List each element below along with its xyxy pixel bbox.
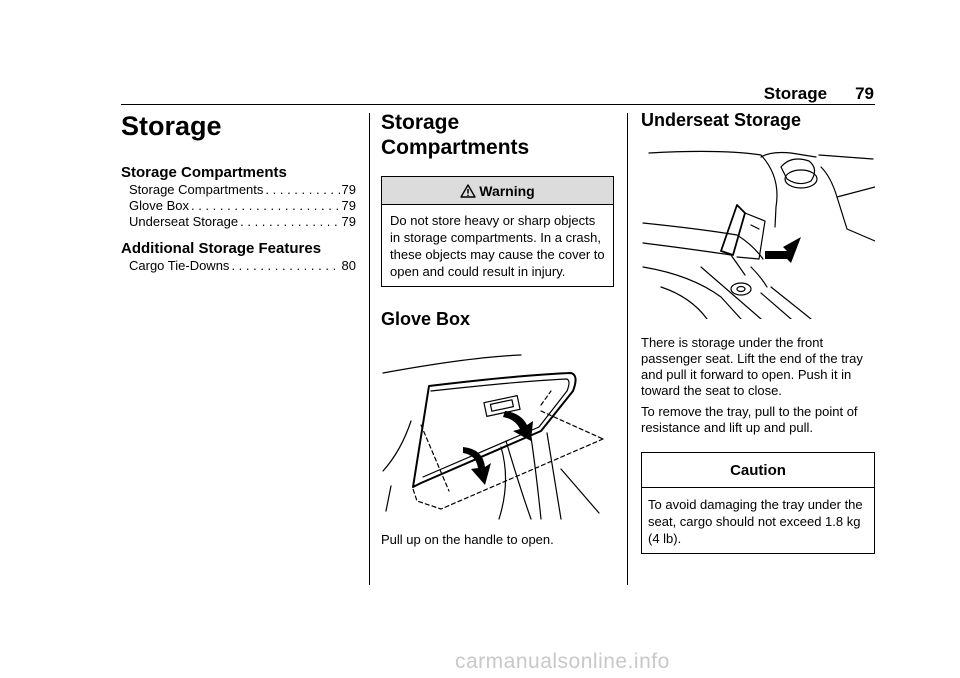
underseat-illustration (641, 147, 875, 319)
toc-entry[interactable] (121, 214, 356, 230)
header-divider (121, 104, 875, 105)
caution-title: Caution (642, 453, 874, 488)
page-header (764, 84, 874, 104)
toc-group-heading: Storage Compartments (121, 164, 287, 181)
glove-box-heading: Glove Box (381, 309, 471, 329)
toc-entry-page: 79 (341, 198, 356, 213)
column-divider-right (627, 113, 628, 585)
right-column (641, 110, 875, 554)
header-page-number: 79 (855, 84, 874, 103)
toc-group-heading: Additional Storage Features (121, 240, 322, 257)
warning-text: Do not store heavy or sharp objects in storage compartments. In a crash, these objects may cause the cover to open and could result in injury. (390, 213, 605, 279)
middle-column (381, 110, 614, 548)
glove-box-caption: Pull up on the handle to open. (381, 532, 554, 547)
caution-text: To avoid damaging the tray under the seat, cargo should not exceed 1.8 kg (4 lb). (648, 497, 863, 546)
watermark: carmanualsonline.info (455, 650, 670, 673)
toc-leader-dots (265, 182, 339, 198)
header-section-title: Storage (763, 84, 828, 103)
toc-entry-page: 79 (341, 214, 356, 229)
toc-entry-label: Cargo Tie-Downs (129, 258, 230, 273)
column-divider-left (369, 113, 370, 585)
toc-column (121, 108, 356, 274)
section-heading-line2: Compartments (381, 136, 530, 159)
warning-header (382, 177, 613, 205)
toc-entry-label: Glove Box (129, 198, 189, 213)
glove-box-illustration (381, 351, 614, 521)
toc-leader-dots (191, 198, 340, 214)
toc-entry-page: 79 (341, 182, 356, 197)
warning-triangle-icon (460, 184, 476, 198)
toc-entry-page: 80 (341, 258, 356, 273)
underseat-paragraph-2: To remove the tray, pull to the point of resistance and lift up and pull. (641, 404, 858, 435)
section-heading (381, 110, 614, 160)
warning-box (381, 176, 614, 287)
toc-leader-dots (240, 214, 339, 230)
toc-entry[interactable] (121, 182, 356, 198)
warning-title: Warning (479, 183, 535, 199)
underseat-paragraph-1: There is storage under the front passenger seat. Lift the end of the tray and pull it forward to open. Push it in toward the seat to close. (641, 335, 863, 398)
toc-entry-label: Underseat Storage (129, 214, 239, 229)
toc-entry-label: Storage Compartments (129, 182, 264, 197)
toc-title: Storage (121, 111, 222, 141)
caution-box (641, 452, 875, 554)
section-heading-line1: Storage (381, 111, 460, 134)
toc-leader-dots (231, 258, 339, 274)
toc-entry[interactable] (121, 258, 356, 274)
underseat-heading: Underseat Storage (641, 110, 802, 130)
toc-entry[interactable] (121, 198, 356, 214)
